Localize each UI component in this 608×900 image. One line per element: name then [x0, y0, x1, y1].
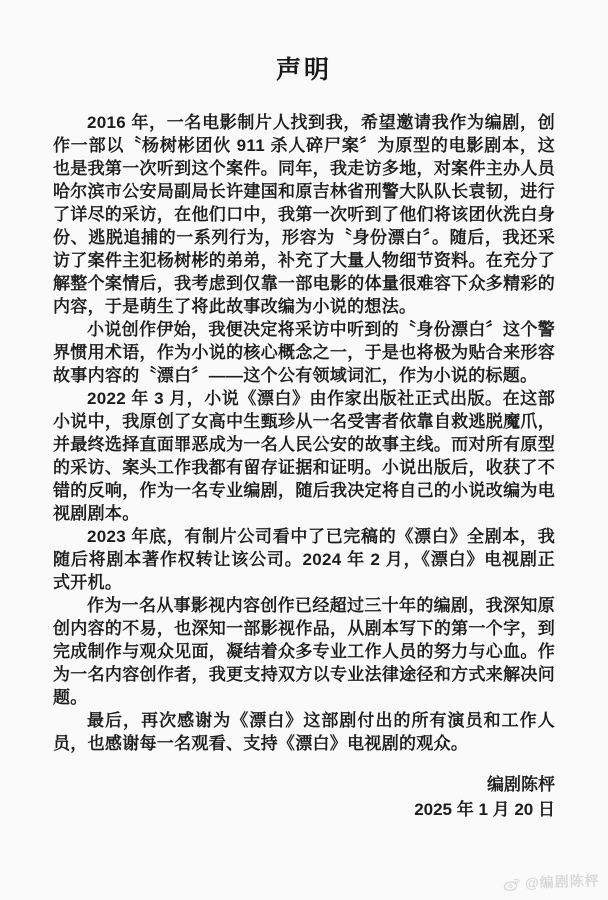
- signature-name: 编剧陈枰: [487, 775, 555, 794]
- paragraph-2: 小说创作伊始，我便决定将采访中听到的〝身份漂白〞这个警界惯用术语，作为小说的核心概念之一，于是也将极为贴合来形容故事内容的〝漂白〞——这个公有领域词汇，作为小说的标题。: [53, 320, 555, 385]
- document-body: [53, 111, 555, 755]
- signature-date: 2025 年 1 月 20 日: [414, 800, 555, 819]
- signature-block: [0, 772, 555, 822]
- document-title: 声明: [275, 56, 332, 84]
- watermark: [503, 870, 600, 893]
- paragraph-1: 2016 年，一名电影制片人找到我，希望邀请我作为编剧，创作一部以〝杨树彬团伙 911 杀人碎尸案〞为原型的电影剧本，这也是我第一次听到这个案件。同年，我走访多地，对案件主办人员哈尔滨市公安局副局长许建国和原吉林省刑警大队队长袁韧，进行了详尽的采访，在他们口中，我第一次听到了他们将该团伙洗白身份、逃脱追捕的一系列行为，形容为〝身份漂白〞。随后，我还采访了案件主犯杨树彬的弟弟，补充了大量人物细节资料。在充分了解整个案情后，我考虑到仅靠一部电影的体量很难容下众多精彩的内容，于是萌生了将此故事改编为小说的想法。: [53, 113, 555, 316]
- paragraph-3: 2022 年 3 月，小说《漂白》由作家出版社正式出版。在这部小说中，我原创了女高中生甄珍从一名受害者依靠自救逃脱魔爪，并最终选择直面罪恶成为一名人民公安的故事主线。而对所有原型的采访、案头工作我都有留存证据和证明。小说出版后，收获了不错的反响，作为一名专业编剧，随后我决定将自己的小说改编为电视剧剧本。: [53, 389, 555, 523]
- paragraph-5: 作为一名从事影视内容创作已经超过三十年的编剧，我深知原创内容的不易，也深知一部影视作品，从剧本写下的第一个字，到完成制作与观众见面，凝结着众多专业工作人员的努力与心血。作为一名内容创作者，我更支持双方以专业法律途径和方式来解决问题。: [53, 596, 555, 707]
- watermark-text: @编剧陈枰: [525, 872, 601, 891]
- paragraph-6: 最后，再次感谢为《漂白》这部剧付出的所有演员和工作人员，也感谢每一名观看、支持《漂白》电视剧的观众。: [53, 711, 555, 753]
- paragraph-4: 2023 年底，有制片公司看中了已完稿的《漂白》全剧本，我随后将剧本著作权转让该公司。2024 年 2 月，《漂白》电视剧正式开机。: [53, 527, 555, 592]
- weibo-icon: [503, 876, 522, 892]
